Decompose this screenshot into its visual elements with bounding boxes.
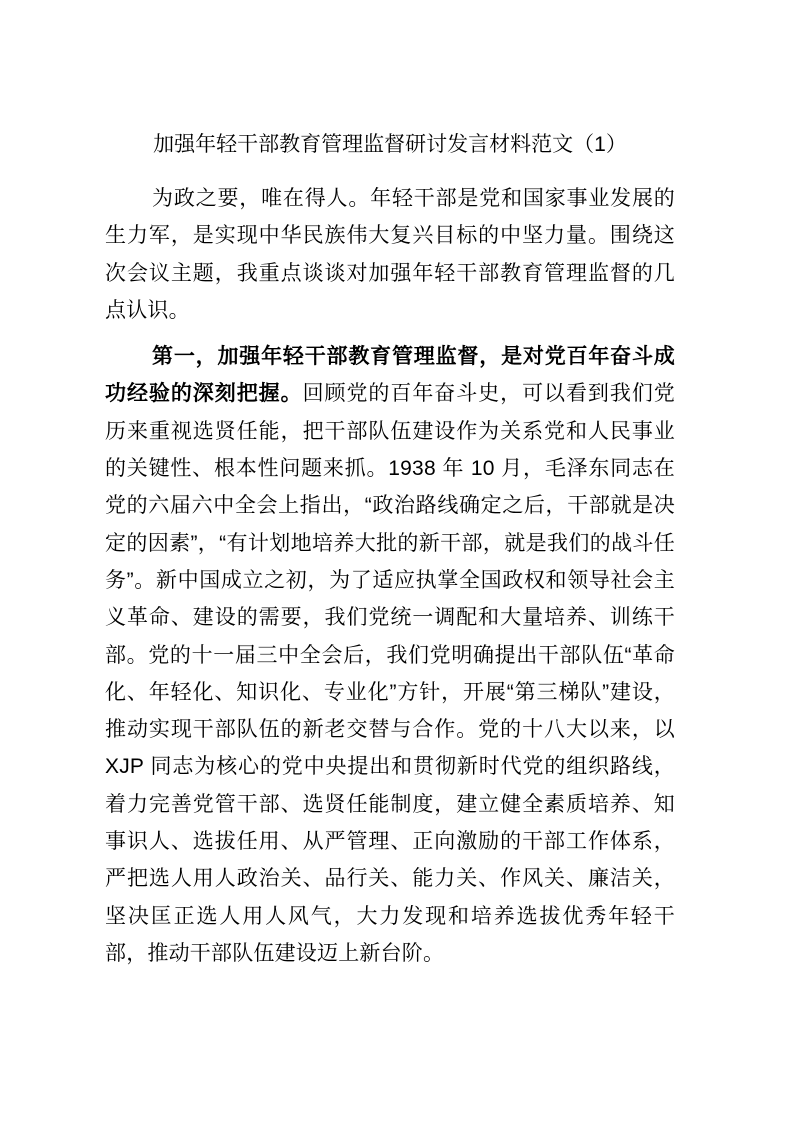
paragraph-intro [105,180,675,329]
paragraph-first-point-lead: 第一，加强年轻干部教育管理监督，是对党百年奋斗成功经验的深刻把握。 [105,345,675,406]
paragraph-first-point-body: 回顾党的百年奋斗史，可以看到我们党历来重视选贤任能，把干部队伍建设作为关系党和人民事业的关键性、根本性问题来抓。1938 年 10 月，毛泽东同志在党的六届六中全会上指出，“政治路线确定之后，干部就是决定的因素”，“有计划地培养大批的新干部，就是我们的战斗任务”。新中国成立之初，为了适应执掌全国政权和领导社会主义革命、建设的需要，我们党统一调配和大量培养、训练干部。党的十一届三中全会后，我们党明确提出干部队伍“革命化、年轻化、知识化、专业化”方针，开展“第三梯队”建设，推动实现干部队伍的新老交替与合作。党的十八大以来，以 XJP 同志为核心的党中央提出和贯彻新时代党的组织路线，着力完善党管干部、选贤任能制度，建立健全素质培养、知事识人、选拔任用、从严管理、正向激励的干部工作体系，严把选人用人政治关、品行关、能力关、作风关、廉洁关，坚决匡正选人用人风气，大力发现和培养选拔优秀年轻干部，推动干部队伍建设迈上新台阶。 [105,382,675,965]
paragraph-intro-text: 为政之要，唯在得人。年轻干部是党和国家事业发展的生力军，是实现中华民族伟大复兴目标的中坚力量。围绕这次会议主题，我重点谈谈对加强年轻干部教育管理监督的几点认识。 [105,187,675,322]
document-title: 加强年轻干部教育管理监督研讨发言材料范文（1） [153,133,627,156]
paragraph-first-point [105,338,675,972]
